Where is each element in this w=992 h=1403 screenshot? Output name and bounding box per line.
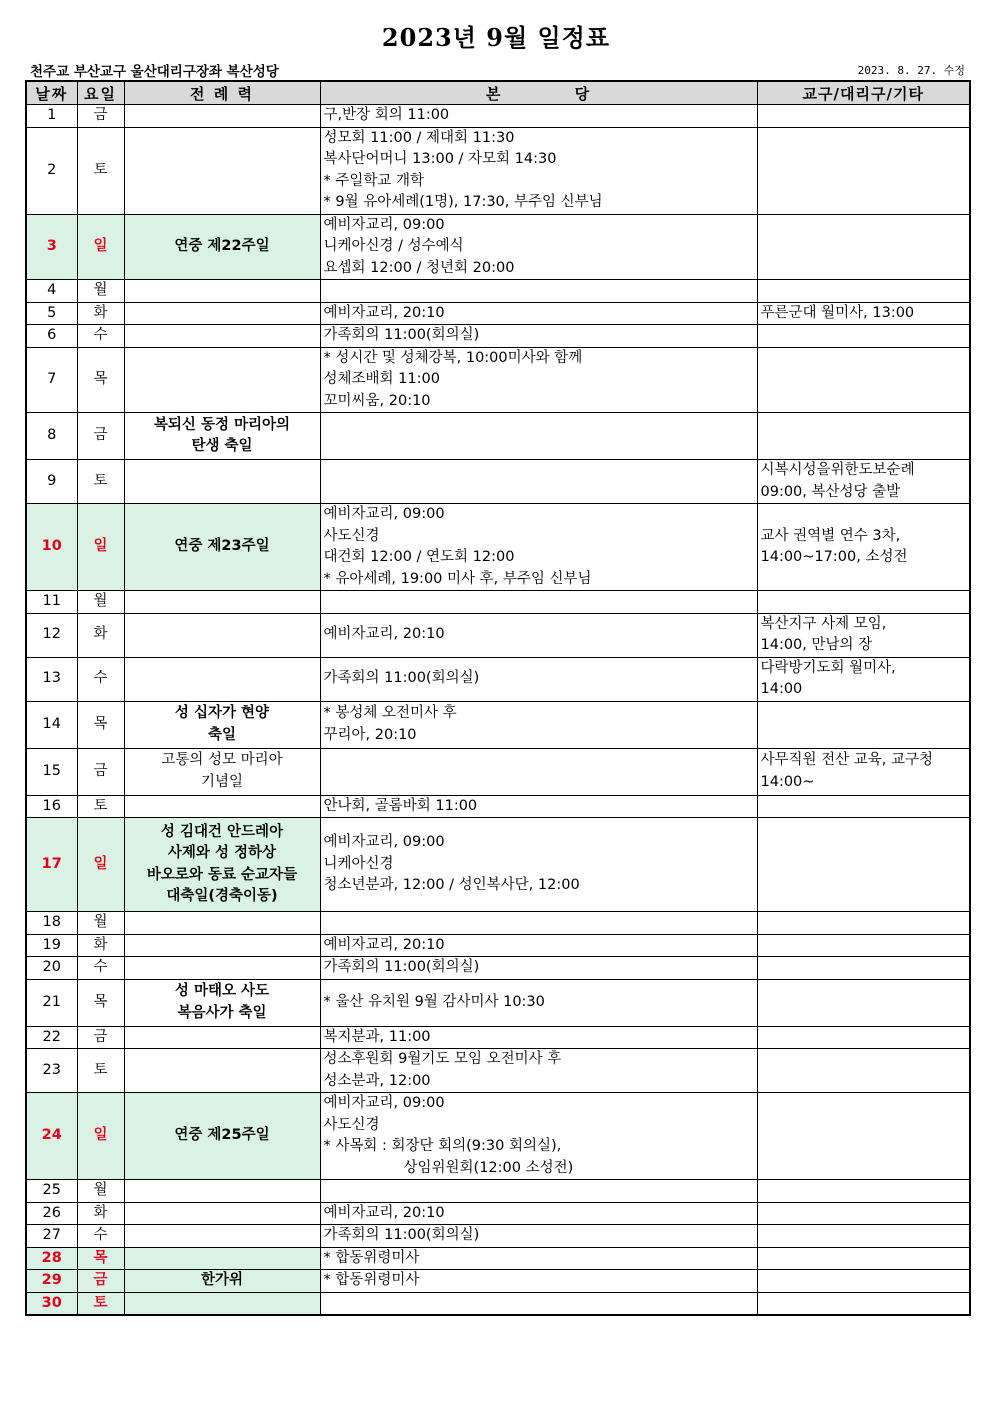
liturgy-cell [124,127,320,214]
date-cell: 15 [26,748,77,795]
date-cell: 26 [26,1202,77,1225]
weekday-cell: 토 [77,795,124,818]
parish-event-line: 성모회 11:00 / 제대회 11:30 [323,129,515,146]
date-cell: 7 [26,347,77,413]
liturgy-cell [124,795,320,818]
liturgy-line: 연중 제25주일 [174,1127,270,1144]
diocese-cell [757,1270,970,1293]
diocese-cell [757,460,970,504]
parish-event-line: 성체조배회 11:00 [323,371,440,387]
liturgy-line: 성 마태오 사도 [174,983,270,999]
weekday-cell: 화 [77,934,124,957]
liturgy-cell [124,1049,320,1093]
liturgy-line: 탄생 축일 [191,438,253,454]
date-cell: 14 [26,701,77,748]
date-cell: 28 [26,1247,77,1270]
diocese-event-line: 다락방기도회 월미사, [760,659,896,676]
parish-cell [320,214,757,280]
table-row [26,979,970,1026]
liturgy-cell [124,347,320,413]
liturgy-line: 성 십자가 현양 [174,705,270,721]
table-row [26,460,970,504]
weekday-cell: 토 [77,127,124,214]
date-cell: 30 [26,1292,77,1315]
diocese-cell [757,1049,970,1093]
liturgy-cell [124,460,320,504]
parish-event-line: 니케아신경 / 성수예식 [323,238,464,254]
liturgy-cell [124,1093,320,1180]
weekday-cell: 목 [77,701,124,748]
table-row [26,1225,970,1248]
liturgy-cell [124,957,320,980]
liturgy-cell [124,748,320,795]
parish-cell [320,302,757,325]
weekday-cell: 월 [77,1180,124,1203]
weekday-cell: 목 [77,1247,124,1270]
diocese-cell [757,280,970,303]
date-cell: 3 [26,214,77,280]
weekday-cell: 수 [77,657,124,701]
weekday-cell: 토 [77,1292,124,1315]
weekday-cell: 금 [77,1026,124,1049]
liturgy-line: 복되신 동정 마리아의 [153,416,291,433]
parish-event-line: 안나회, 골롬바회 11:00 [323,797,478,814]
date-cell: 22 [26,1026,77,1049]
diocese-event-line: 푸른군대 월미사, 13:00 [760,304,915,321]
table-row [26,302,970,325]
parish-event-line: 상임위원회(12:00 소성전) [403,1159,574,1176]
liturgy-cell [124,413,320,460]
table-row [26,413,970,460]
liturgy-line: 성 김대건 안드레아 [160,823,284,840]
table-row [26,1180,970,1203]
parish-event-line: 성소후원회 9월기도 모임 오전미사 후 [323,1051,562,1067]
liturgy-cell [124,1247,320,1270]
parish-cell [320,1093,757,1180]
header-liturgy: 전 례 력 [124,81,320,105]
parish-event-line: 니케아신경 [323,855,394,872]
parish-cell [320,957,757,980]
parish-cell [320,748,757,795]
table-row [26,127,970,214]
parish-cell [320,912,757,935]
weekday-cell: 목 [77,347,124,413]
diocese-event-line: 14:00 [760,681,803,697]
date-cell: 4 [26,280,77,303]
parish-cell [320,701,757,748]
liturgy-line: 복음사가 축일 [177,1004,267,1021]
parish-event-line: 꼬미씨움, 20:10 [323,392,431,409]
weekday-cell: 목 [77,979,124,1026]
diocese-event-line: 사무직원 전산 교육, 교구청 [760,752,934,768]
diocese-cell [757,413,970,460]
diocese-cell [757,912,970,935]
table-row [26,1292,970,1315]
diocese-cell [757,127,970,214]
parish-event-line: 예비자교리, 09:00 [323,216,445,233]
liturgy-line: 기념일 [200,773,244,790]
liturgy-cell [124,979,320,1026]
date-cell: 13 [26,657,77,701]
table-row [26,1247,970,1270]
date-cell: 9 [26,460,77,504]
table-row [26,1093,970,1180]
liturgy-cell [124,934,320,957]
diocese-cell [757,1202,970,1225]
parish-cell [320,1225,757,1248]
parish-event-line: * 봉성체 오전미사 후 [323,705,457,721]
weekday-cell: 월 [77,280,124,303]
liturgy-cell [124,325,320,348]
parish-event-line: 가족회의 11:00(회의실) [323,959,480,975]
liturgy-cell [124,591,320,614]
diocese-cell [757,591,970,614]
parish-cell [320,325,757,348]
diocese-cell [757,613,970,657]
date-cell: 17 [26,818,77,912]
parish-event-line: 가족회의 11:00(회의실) [323,1227,480,1243]
table-row [26,701,970,748]
diocese-cell [757,1180,970,1203]
date-cell: 24 [26,1093,77,1180]
table-row [26,957,970,980]
parish-event-line: * 합동위령미사 [323,1249,420,1266]
liturgy-cell [124,818,320,912]
diocese-cell [757,934,970,957]
parish-event-line: 복사단어머니 13:00 / 자모회 14:30 [323,151,557,167]
weekday-cell: 금 [77,748,124,795]
header-row [26,81,970,105]
weekday-cell: 화 [77,1202,124,1225]
parish-event-line: * 성시간 및 성체강복, 10:00미사와 함께 [323,349,583,366]
date-cell: 10 [26,504,77,591]
diocese-cell [757,701,970,748]
liturgy-cell [124,912,320,935]
parish-event-line: 예비자교리, 09:00 [323,1095,445,1111]
parish-event-line: 사도신경 [323,527,380,544]
parish-cell [320,460,757,504]
parish-event-line: 예비자교리, 20:10 [323,304,445,321]
parish-cell [320,1026,757,1049]
table-row [26,1270,970,1293]
diocese-event-line: 14:00~ [760,773,815,790]
date-cell: 29 [26,1270,77,1293]
date-cell: 2 [26,127,77,214]
diocese-event-line: 교사 권역별 연수 3차, [760,527,901,544]
parish-name: 천주교 부산교구 울산대리구장좌 복산성당 [30,64,279,80]
liturgy-line: 축일 [207,726,236,743]
liturgy-cell [124,105,320,128]
table-row [26,613,970,657]
table-row [26,325,970,348]
parish-cell [320,1270,757,1293]
diocese-cell [757,979,970,1026]
liturgy-cell [124,657,320,701]
table-row [26,748,970,795]
header-parish: 본 당 [320,81,757,105]
diocese-cell [757,347,970,413]
diocese-cell [757,302,970,325]
weekday-cell: 일 [77,818,124,912]
date-cell: 18 [26,912,77,935]
parish-event-line: 예비자교리, 20:10 [323,1204,445,1221]
parish-cell [320,1247,757,1270]
parish-event-line: * 합동위령미사 [323,1272,420,1288]
liturgy-line: 고통의 성모 마리아 [161,752,283,768]
table-row [26,591,970,614]
parish-event-line: 성소분과, 12:00 [323,1072,431,1089]
parish-cell [320,795,757,818]
diocese-event-line: 09:00, 복산성당 출발 [760,483,901,500]
weekday-cell: 월 [77,912,124,935]
date-cell: 27 [26,1225,77,1248]
liturgy-line: 바오로와 동료 순교자들 [146,866,298,883]
diocese-event-line: 14:00~17:00, 소성전 [760,549,908,565]
date-cell: 20 [26,957,77,980]
weekday-cell: 토 [77,460,124,504]
table-row [26,347,970,413]
table-row [26,105,970,128]
diocese-cell [757,818,970,912]
table-row [26,657,970,701]
weekday-cell: 수 [77,957,124,980]
parish-event-line: 가족회의 11:00(회의실) [323,670,480,687]
table-row [26,504,970,591]
parish-cell [320,413,757,460]
diocese-cell [757,657,970,701]
parish-cell [320,127,757,214]
date-cell: 5 [26,302,77,325]
table-row [26,934,970,957]
date-cell: 19 [26,934,77,957]
diocese-cell [757,1247,970,1270]
liturgy-cell [124,701,320,748]
revision-date: 2023. 8. 27. 수정 [857,64,965,77]
date-cell: 21 [26,979,77,1026]
weekday-cell: 화 [77,613,124,657]
weekday-cell: 금 [77,413,124,460]
liturgy-cell [124,1180,320,1203]
date-cell: 6 [26,325,77,348]
parish-cell [320,280,757,303]
parish-event-line: * 9월 유아세례(1명), 17:30, 부주임 신부님 [323,194,603,210]
table-row [26,795,970,818]
parish-event-line: 예비자교리, 20:10 [323,936,445,953]
date-cell: 16 [26,795,77,818]
parish-event-line: 가족회의 11:00(회의실) [323,327,480,343]
parish-event-line: 청소년분과, 12:00 / 성인복사단, 12:00 [323,877,580,894]
diocese-cell [757,504,970,591]
parish-cell [320,979,757,1026]
weekday-cell: 일 [77,1093,124,1180]
liturgy-cell [124,613,320,657]
weekday-cell: 수 [77,1225,124,1248]
parish-cell [320,591,757,614]
page-title: 2023년 9월 일정표 [381,23,611,52]
date-cell: 1 [26,105,77,128]
parish-event-line: 대건회 12:00 / 연도회 12:00 [323,549,515,565]
liturgy-cell [124,1202,320,1225]
liturgy-cell [124,1225,320,1248]
table-row [26,280,970,303]
table-row [26,1202,970,1225]
parish-event-line: * 주일학교 개학 [323,172,425,189]
liturgy-line: 연중 제23주일 [174,538,270,555]
parish-cell [320,105,757,128]
diocese-cell [757,214,970,280]
weekday-cell: 금 [77,105,124,128]
parish-event-line: 요셉회 12:00 / 청년회 20:00 [323,259,515,276]
parish-cell [320,504,757,591]
diocese-cell [757,957,970,980]
table-row [26,1026,970,1049]
parish-event-line: 예비자교리, 09:00 [323,834,445,851]
liturgy-cell [124,504,320,591]
parish-cell [320,657,757,701]
parish-event-line: 예비자교리, 09:00 [323,506,445,522]
liturgy-line: 연중 제22주일 [174,238,270,254]
liturgy-cell [124,214,320,280]
parish-cell [320,1180,757,1203]
header-day: 요일 [77,81,124,105]
parish-event-line: * 울산 유치원 9월 감사미사 10:30 [323,993,545,1010]
diocese-cell [757,1026,970,1049]
diocese-event-line: 복산지구 사제 모임, [760,615,887,632]
weekday-cell: 일 [77,504,124,591]
diocese-cell [757,795,970,818]
parish-event-line: 사도신경 [323,1116,380,1133]
parish-cell [320,347,757,413]
weekday-cell: 화 [77,302,124,325]
date-cell: 12 [26,613,77,657]
parish-event-line: 꾸리아, 20:10 [323,726,417,743]
schedule-table [25,80,971,1316]
table-row [26,818,970,912]
parish-cell [320,1049,757,1093]
weekday-cell: 일 [77,214,124,280]
parish-event-line: * 유아세례, 19:00 미사 후, 부주임 신부님 [323,570,592,587]
date-cell: 23 [26,1049,77,1093]
schedule-body [26,105,970,1316]
table-row [26,1049,970,1093]
weekday-cell: 금 [77,1270,124,1293]
parish-event-line: 예비자교리, 20:10 [323,626,445,643]
weekday-cell: 토 [77,1049,124,1093]
liturgy-cell [124,1026,320,1049]
diocese-cell [757,1225,970,1248]
parish-cell [320,1292,757,1315]
weekday-cell: 월 [77,591,124,614]
liturgy-cell [124,280,320,303]
table-row [26,214,970,280]
diocese-cell [757,748,970,795]
date-cell: 25 [26,1180,77,1203]
weekday-cell: 수 [77,325,124,348]
header-date: 날짜 [26,81,77,105]
diocese-event-line: 14:00, 만남의 장 [760,637,873,653]
parish-event-line: 구,반장 회의 11:00 [323,107,450,123]
date-cell: 11 [26,591,77,614]
diocese-cell [757,325,970,348]
diocese-event-line: 시복시성을위한도보순례 [760,462,915,478]
liturgy-cell [124,1292,320,1315]
diocese-cell [757,1093,970,1180]
header-other: 교구/대리구/기타 [757,81,970,105]
parish-cell [320,613,757,657]
table-row [26,912,970,935]
date-cell: 8 [26,413,77,460]
liturgy-line: 대축일(경축이동) [166,888,278,904]
parish-cell [320,818,757,912]
liturgy-line: 한가위 [200,1272,244,1288]
diocese-cell [757,1292,970,1315]
parish-cell [320,934,757,957]
parish-cell [320,1202,757,1225]
liturgy-cell [124,1270,320,1293]
liturgy-line: 사제와 성 정하상 [167,845,277,861]
parish-event-line: 복지분과, 11:00 [323,1028,431,1045]
parish-event-line: * 사목회 : 회장단 회의(9:30 회의실), [323,1138,562,1154]
liturgy-cell [124,302,320,325]
diocese-cell [757,105,970,128]
